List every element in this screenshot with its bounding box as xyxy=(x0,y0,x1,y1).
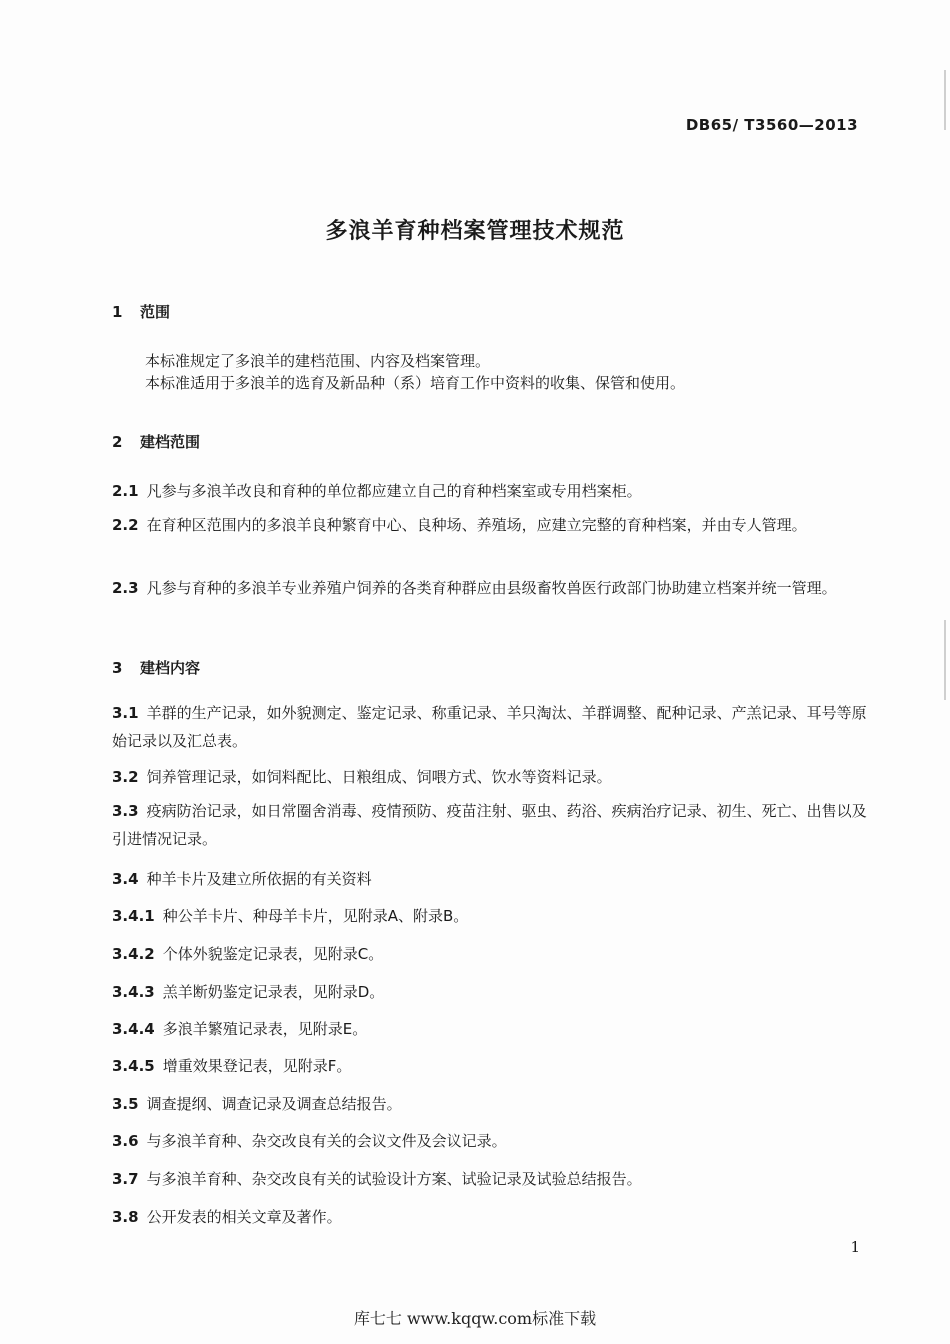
clause-number: 3.5 xyxy=(112,1095,139,1113)
clause-3-3 xyxy=(112,797,872,853)
clause-3-4 xyxy=(112,865,872,893)
clause-3-7 xyxy=(112,1165,872,1193)
clause-3-4-5 xyxy=(112,1052,872,1080)
document-title: 多浪羊育种档案管理技术规范 xyxy=(325,219,625,244)
section-number: 1 xyxy=(112,303,123,321)
paragraph: 本标准规定了多浪羊的建档范围、内容及档案管理。 xyxy=(145,352,491,370)
clause-2-3 xyxy=(112,574,872,602)
clause-number: 3.7 xyxy=(112,1170,139,1188)
clause-3-1 xyxy=(112,699,872,755)
section-heading-3 xyxy=(112,657,200,678)
clause-text: 凡参与育种的多浪羊专业养殖户饲养的各类育种群应由县级畜牧兽医行政部门协助建立档案并统一管理。 xyxy=(146,579,837,597)
clause-2-2 xyxy=(112,511,872,539)
clause-text: 增重效果登记表，见附录F。 xyxy=(162,1057,352,1075)
section-title: 建档内容 xyxy=(140,659,201,677)
clause-text: 种公羊卡片、种母羊卡片，见附录A、附录B。 xyxy=(162,907,469,925)
clause-3-4-1 xyxy=(112,902,872,930)
clause-text: 羊群的生产记录，如外貌测定、鉴定记录、称重记录、羊只淘汰、羊群调整、配种记录、产羔记录、耳号等原始记录以及汇总表。 xyxy=(112,704,867,750)
clause-number: 2.2 xyxy=(112,516,139,534)
clause-text: 个体外貌鉴定记录表，见附录C。 xyxy=(162,945,384,963)
clause-3-2 xyxy=(112,763,872,791)
scan-edge-mark xyxy=(944,70,946,130)
paragraph: 本标准适用于多浪羊的选育及新品种（系）培育工作中资料的收集、保管和使用。 xyxy=(145,374,686,392)
clause-number: 3.4 xyxy=(112,870,139,888)
clause-text: 多浪羊繁殖记录表，见附录E。 xyxy=(162,1020,368,1038)
watermark-text: 库七七 www.kqqw.com标准下载 xyxy=(353,1309,597,1328)
section-title: 范围 xyxy=(140,303,171,321)
clause-number: 3.4.5 xyxy=(112,1057,155,1075)
section-heading-2 xyxy=(112,431,200,452)
clause-text: 羔羊断奶鉴定记录表，见附录D。 xyxy=(162,983,385,1001)
clause-3-5 xyxy=(112,1090,872,1118)
section-heading-1 xyxy=(112,301,170,322)
clause-3-4-3 xyxy=(112,978,872,1006)
clause-number: 3.1 xyxy=(112,704,139,722)
clause-2-1 xyxy=(112,477,872,505)
clause-number: 3.4.3 xyxy=(112,983,155,1001)
clause-text: 疫病防治记录，如日常圈舍消毒、疫情预防、疫苗注射、驱虫、药浴、疾病治疗记录、初生、死亡、出售以及引进情况记录。 xyxy=(112,802,867,848)
clause-number: 3.8 xyxy=(112,1208,139,1226)
clause-number: 3.2 xyxy=(112,768,139,786)
clause-3-6 xyxy=(112,1127,872,1155)
section-number: 2 xyxy=(112,433,123,451)
clause-number: 2.3 xyxy=(112,579,139,597)
clause-number: 2.1 xyxy=(112,482,139,500)
clause-text: 在育种区范围内的多浪羊良种繁育中心、良种场、养殖场，应建立完整的育种档案，并由专人管理。 xyxy=(146,516,807,534)
section-title: 建档范围 xyxy=(140,433,201,451)
clause-text: 与多浪羊育种、杂交改良有关的会议文件及会议记录。 xyxy=(146,1132,507,1150)
clause-3-4-4 xyxy=(112,1015,872,1043)
scan-edge-mark xyxy=(944,620,946,700)
clause-text: 饲养管理记录，如饲料配比、日粮组成、饲喂方式、饮水等资料记录。 xyxy=(146,768,612,786)
clause-text: 公开发表的相关文章及著作。 xyxy=(146,1208,342,1226)
clause-number: 3.4.2 xyxy=(112,945,155,963)
clause-number: 3.4.4 xyxy=(112,1020,155,1038)
clause-number: 3.3 xyxy=(112,802,139,820)
clause-3-8 xyxy=(112,1203,872,1231)
standard-code: DB65/ T3560—2013 xyxy=(685,116,858,134)
clause-text: 调查提纲、调查记录及调查总结报告。 xyxy=(146,1095,402,1113)
clause-number: 3.4.1 xyxy=(112,907,155,925)
clause-text: 种羊卡片及建立所依据的有关资料 xyxy=(146,870,372,888)
section-number: 3 xyxy=(112,659,123,677)
clause-number: 3.6 xyxy=(112,1132,139,1150)
clause-text: 凡参与多浪羊改良和育种的单位都应建立自己的育种档案室或专用档案柜。 xyxy=(146,482,642,500)
clause-3-4-2 xyxy=(112,940,872,968)
page-number: 1 xyxy=(850,1238,860,1256)
clause-text: 与多浪羊育种、杂交改良有关的试验设计方案、试验记录及试验总结报告。 xyxy=(146,1170,642,1188)
